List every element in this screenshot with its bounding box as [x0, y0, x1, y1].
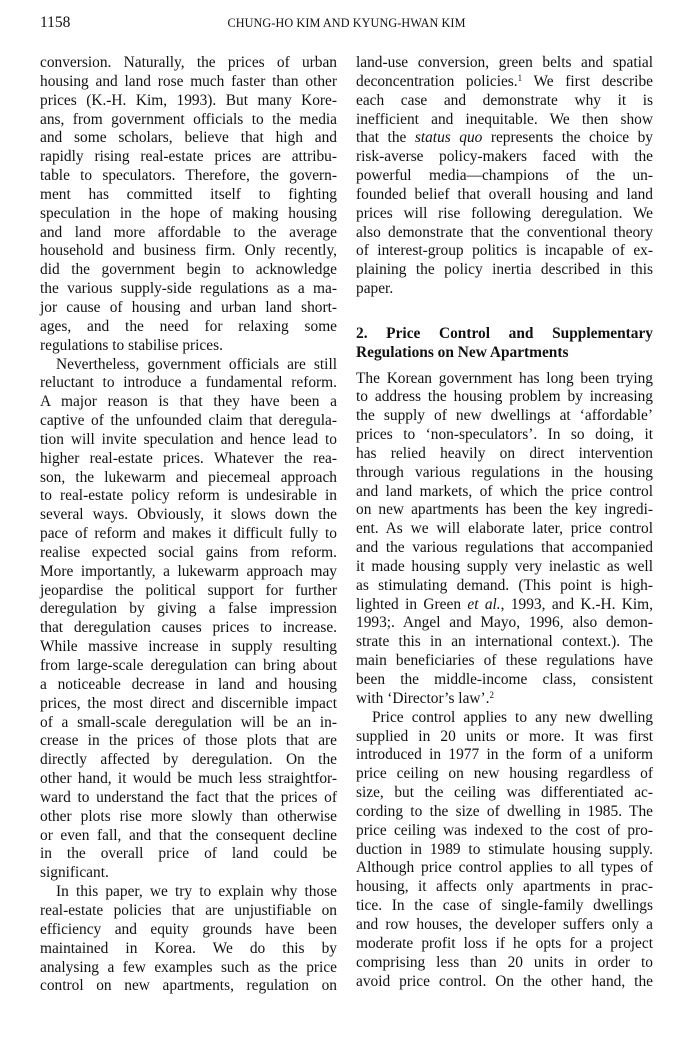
spacer — [356, 363, 653, 370]
text-fragment: , 1993, and K.-H. Kim, — [500, 595, 653, 613]
text-line — [356, 242, 653, 261]
text-line: control on new apartments, regulation on — [40, 977, 337, 995]
text-line — [356, 558, 653, 577]
italic-term: et al. — [467, 595, 501, 613]
text-fragment: founded belief that overall housing and land — [356, 185, 653, 203]
text-line — [356, 539, 653, 558]
text-line — [356, 671, 653, 690]
heading-line: Regulations on New Apartments — [356, 343, 569, 361]
text-line: reluctant to introduce a fundamental reform. — [40, 374, 337, 392]
text-line: analysing a few examples such as the price — [40, 958, 337, 976]
text-line: avoid price control. On the other hand, the — [356, 972, 653, 990]
text-fragment: prices will rise following deregulation. We — [356, 204, 653, 222]
spacer — [356, 299, 653, 318]
text-line: regulations to stabilise prices. — [40, 336, 223, 354]
text-line: maintained in Korea. We do this by — [40, 939, 337, 957]
text-line: More importantly, a lukewarm approach may — [40, 562, 337, 580]
text-line: Although price control applies to all types of — [356, 859, 653, 877]
text-line — [356, 280, 653, 299]
text-line: housing and land rose much faster than other — [40, 72, 337, 90]
text-line — [356, 501, 653, 520]
text-line: other hand, it would be much less straightfor- — [40, 770, 337, 788]
text-fragment: and the various regulations that accompanied — [356, 539, 653, 557]
running-head: CHUNG-HO KIM AND KYUNG-HWAN KIM — [227, 16, 466, 30]
paragraph — [356, 370, 653, 709]
paragraph — [40, 883, 337, 996]
text-fragment: ent. As we will elaborate later, price control — [356, 520, 653, 538]
text-fragment: it made housing supply very inelastic as well — [356, 557, 653, 575]
text-fragment: The Korean government has long been trying — [356, 369, 653, 387]
text-line: a noticeable decrease in land and housing — [40, 675, 337, 693]
text-line — [356, 186, 653, 205]
text-line: jor cause of housing and urban land short- — [40, 298, 337, 316]
text-fragment: lighted in Green — [356, 595, 468, 613]
text-line — [356, 690, 653, 709]
text-fragment: has relied heavily on direct intervention — [356, 444, 653, 462]
text-line: jeopardise the political support for further — [40, 581, 337, 599]
text-fragment: represents the choice by — [482, 129, 654, 147]
text-line: significant. — [40, 864, 109, 882]
text-line — [356, 370, 653, 389]
text-line: and some scholars, believe that high and — [40, 129, 337, 147]
text-line — [356, 483, 653, 502]
text-line: of a small-scale deregulation will be an in- — [40, 713, 337, 731]
text-line: tion will invite speculation and hence lead to — [40, 430, 337, 448]
text-fragment: that the — [356, 129, 415, 147]
text-line — [356, 426, 653, 445]
text-line: price ceiling was indexed to the cost of pro- — [356, 821, 653, 839]
text-line: duction in 1989 to stimulate housing supply. — [356, 840, 653, 858]
text-line: While massive increase in supply resulting — [40, 638, 337, 656]
text-fragment: with ‘Director’s law’. — [356, 689, 490, 707]
text-fragment: through various regulations in the housing — [356, 463, 653, 481]
text-line: and land more affordable to the average — [40, 223, 337, 241]
text-line — [356, 111, 653, 130]
text-line — [356, 129, 653, 148]
text-fragment: and land markets, of which the price control — [356, 482, 653, 500]
text-fragment: risk-averse policy-makers faced with the — [356, 148, 653, 166]
section-heading — [356, 325, 653, 363]
text-fragment: been the middle-income class, consistent — [356, 671, 653, 688]
paragraph — [40, 54, 337, 356]
italic-term: status quo — [414, 129, 483, 147]
text-line: real-estate policies that are unjustifiable on — [40, 901, 337, 919]
page-number: 1158 — [40, 14, 71, 31]
text-line: household and business firm. Only recently, — [40, 242, 337, 260]
text-line: housing, it affects only apartments in prac- — [356, 878, 653, 896]
text-fragment: We first describe — [522, 72, 653, 90]
paragraph — [356, 54, 653, 299]
text-fragment: also demonstrate that the conventional theory — [356, 223, 653, 241]
text-fragment: paper. — [356, 280, 394, 298]
text-line: realise expected social gains from reform. — [40, 543, 337, 561]
text-line — [356, 224, 653, 243]
text-line — [356, 464, 653, 483]
text-fragment: land-use conversion, green belts and spatial — [356, 54, 653, 71]
text-fragment: main beneficiaries of these regulations have — [356, 652, 653, 670]
text-line: ment has committed itself to fighting — [40, 185, 337, 203]
text-line — [356, 520, 653, 539]
text-line: did the government begin to acknowledge — [40, 261, 337, 279]
text-line: several ways. Obviously, it slows down the — [40, 506, 337, 524]
footnote-marker[interactable]: 2 — [489, 689, 494, 700]
text-fragment: 1993;. Angel and Mayo, 1996, also demon- — [356, 614, 653, 632]
text-line: ans, from government officials to the media — [40, 110, 337, 128]
left-column — [40, 54, 337, 996]
text-line — [356, 148, 653, 167]
heading-line: 2. Price Control and Supplementary — [356, 324, 653, 342]
text-line — [356, 54, 653, 73]
text-fragment: deconcentration policies. — [356, 72, 518, 90]
spacer — [356, 318, 653, 325]
text-line: from large-scale deregulation can bring about — [40, 657, 337, 674]
text-line: In this paper, we try to explain why those — [56, 883, 337, 901]
text-fragment: the supply of new dwellings at ‘affordable’ — [356, 407, 653, 425]
text-line — [356, 73, 653, 92]
text-line: Nevertheless, government officials are still — [56, 355, 337, 373]
text-fragment: to address the housing problem by increasing — [356, 388, 653, 406]
text-line: introduced in 1977 in the form of a uniform — [356, 746, 653, 764]
text-line — [356, 577, 653, 596]
text-line: other plots rise more slowly than otherwise — [40, 807, 337, 825]
text-line: efficiency and equity grounds have been — [40, 920, 337, 938]
text-line: tice. In the case of single-family dwellings — [356, 897, 653, 915]
text-line: size, but the ceiling was differentiated ac- — [356, 784, 653, 802]
text-line: and row houses, the developer suffers only a — [356, 915, 653, 933]
text-line: or even fall, and that the consequent decline — [40, 826, 337, 844]
text-line — [356, 596, 653, 615]
right-column — [356, 54, 653, 991]
text-line: conversion. Naturally, the prices of urban — [40, 54, 337, 71]
text-fragment: powerful media—champions of the un- — [356, 167, 653, 185]
text-line: moderate profit loss if he opts for a project — [356, 934, 653, 952]
text-line: to real-estate policy reform is undesirable in — [40, 487, 337, 505]
text-fragment: of interest-group politics is incapable of ex- — [356, 242, 653, 260]
text-line: prices, the most direct and discernible impact — [40, 694, 337, 712]
text-line: son, the lukewarm and piecemeal approach — [40, 468, 337, 486]
text-line: ages, and the need for relaxing some — [40, 317, 337, 335]
text-line: price ceiling on new housing regardless of — [356, 765, 653, 783]
footnote-marker[interactable]: 1 — [517, 72, 523, 83]
text-line — [356, 388, 653, 407]
text-line: supplied in 20 units or more. It was first — [356, 727, 653, 745]
text-fragment: as stimulating demand. (This point is high- — [356, 576, 653, 594]
text-line — [356, 633, 653, 652]
text-line — [356, 445, 653, 464]
text-line — [356, 614, 653, 633]
text-line: cording to the size of dwelling in 1985. The — [356, 802, 653, 820]
page-header — [40, 14, 653, 36]
paragraph — [356, 709, 653, 992]
text-line: A major reason is that they have been a — [40, 393, 337, 411]
text-line — [356, 652, 653, 671]
text-line: pace of reform and makes it difficult fully to — [40, 525, 337, 543]
text-line — [356, 205, 653, 224]
text-fragment: prices to ‘non-speculators’. In so doing, it — [356, 426, 653, 444]
text-line: speculation in the hope of making housing — [40, 204, 337, 222]
text-line: directly affected by deregulation. On the — [40, 751, 337, 769]
paragraph — [40, 356, 337, 884]
text-line: that deregulation causes prices to increase. — [40, 619, 337, 637]
text-line — [356, 167, 653, 186]
text-line: crease in the prices of those plots that are — [40, 732, 337, 750]
text-line: captive of the unfounded claim that deregula- — [40, 412, 337, 430]
text-fragment: each case and demonstrate why it is — [356, 91, 653, 109]
text-line: the various supply-side regulations as a ma- — [40, 280, 337, 298]
text-line — [356, 407, 653, 426]
text-fragment: strate this in an international context.). The — [356, 633, 653, 651]
text-fragment: on new apartments has been the key ingredi- — [356, 501, 653, 519]
text-fragment: plaining the policy inertia described in this — [356, 261, 653, 279]
text-line — [356, 92, 653, 111]
text-line: ward to understand the fact that the prices of — [40, 788, 337, 806]
text-line: rapidly rising real-estate prices are attribu- — [40, 148, 337, 166]
text-line — [356, 261, 653, 280]
text-line: Price control applies to any new dwelling — [372, 708, 653, 726]
text-line: in the overall price of land could be — [40, 845, 337, 863]
text-line: higher real-estate prices. Whatever the rea- — [40, 449, 337, 467]
text-line: deregulation by giving a false impression — [40, 600, 337, 618]
text-fragment: inefficient and inequitable. We then show — [356, 110, 653, 128]
text-line: table to speculators. Therefore, the govern- — [40, 167, 337, 185]
text-line: comprising less than 20 units in order to — [356, 953, 653, 971]
text-line: prices (K.-H. Kim, 1993). But many Kore- — [40, 91, 337, 109]
